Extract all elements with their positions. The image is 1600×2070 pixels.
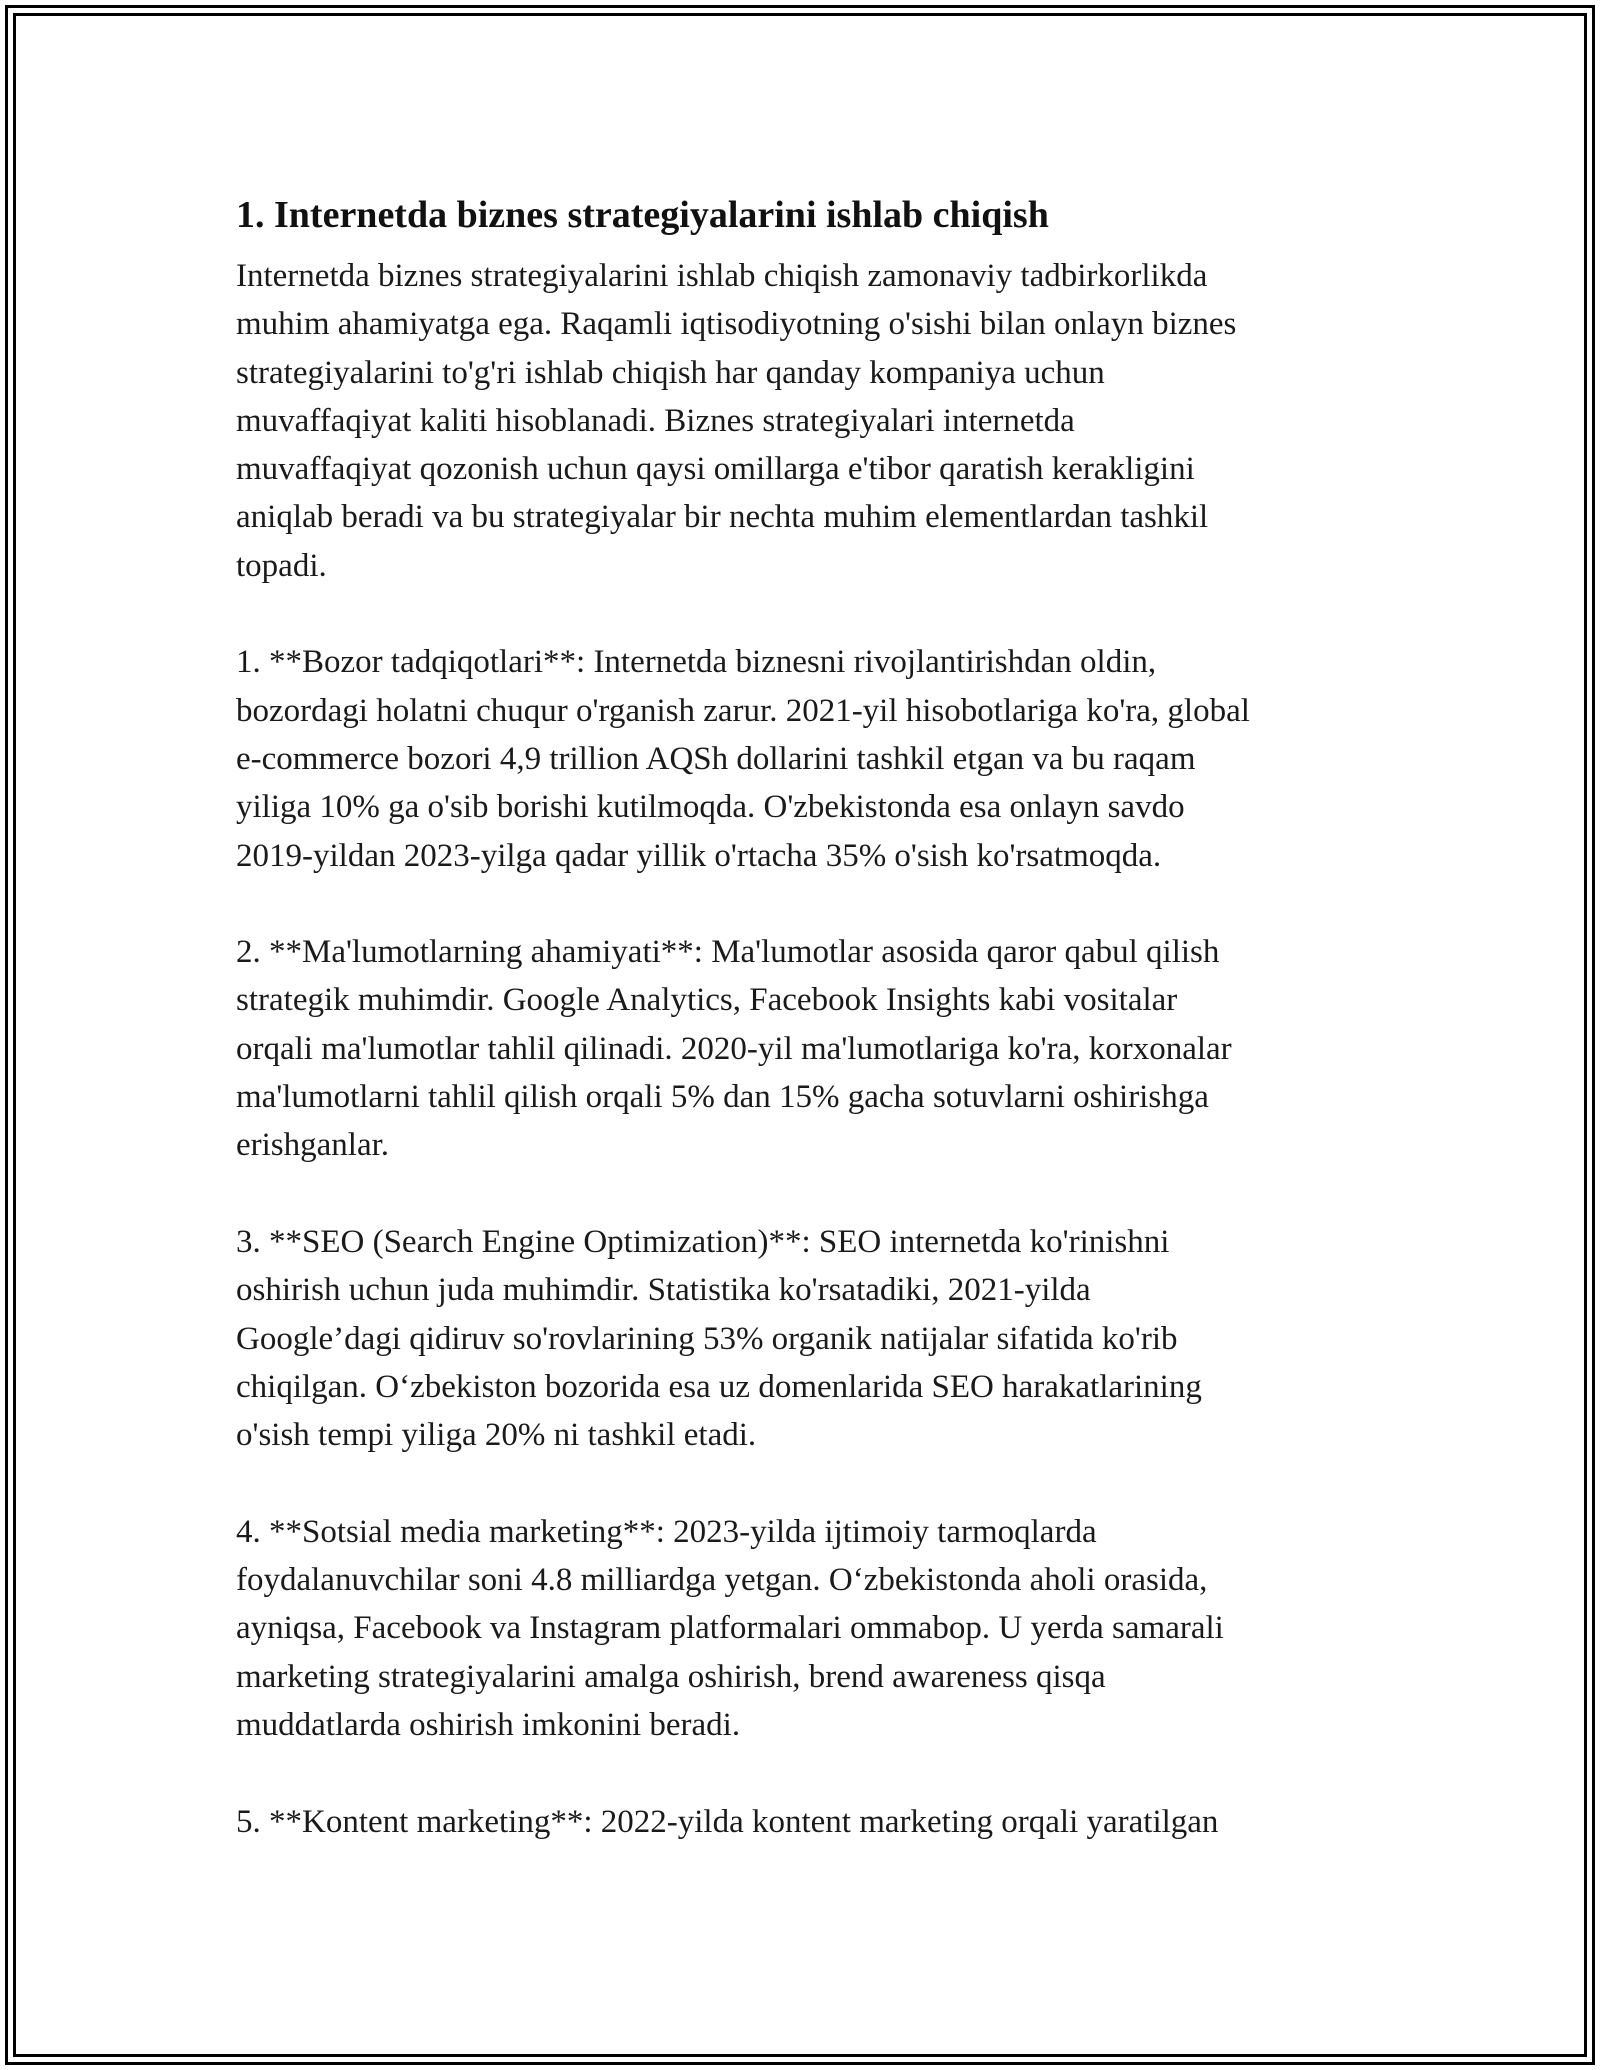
list-item-bozor-tadqiqotlari: 1. **Bozor tadqiqotlari**: Internetda biznesni rivojlantirishdan oldin, bozordagi holatni chuqur o'rganish zarur. 2021-yil hisobotlariga ko'ra, global e-commerce bozori 4,9 trillion AQSh dollarini tashkil etgan va bu raqam yiliga 10% ga o'sib borishi kutilmoqda. O'zbekistonda esa onlayn savdo 2019-yildan 2023-yilga qadar yillik o'rtacha 35% o'sish ko'rsatmoqda. [236, 644, 1250, 874]
list-item-malumotlarning-ahamiyati: 2. **Ma'lumotlarning ahamiyati**: Ma'lumotlar asosida qaror qabul qilish strategik muhimdir. Google Analytics, Facebook Insights kabi vositalar orqali ma'lumotlar tahlil qilinadi. 2020-yil ma'lumotlariga ko'ra, korxonalar ma'lumotlarni tahlil qilish orqali 5% dan 15% gacha sotuvlarni oshirishga erishganlar. [236, 934, 1232, 1164]
list-item-sotsial-media-marketing: 4. **Sotsial media marketing**: 2023-yilda ijtimoiy tarmoqlarda foydalanuvchilar soni 4.8 milliardga yetgan. O‘zbekistonda aholi orasida, ayniqsa, Facebook va Instagram platformalari ommabop. U yerda samarali marketing strategiyalarini amalga oshirish, brend awareness qisqa muddatlarda oshirish imkonini beradi. [236, 1513, 1224, 1743]
document-body [236, 186, 1376, 1846]
list-item-kontent-marketing: 5. **Kontent marketing**: 2022-yilda kontent marketing orqali yaratilgan [236, 1803, 1219, 1840]
list-item-seo: 3. **SEO (Search Engine Optimization)**: SEO internetda ko'rinishni oshirish uchun juda muhimdir. Statistika ko'rsatadiki, 2021-yilda Google’dagi qidiruv so'rovlarining 53% organik natijalar sifatida ko'rib chiqilgan. O‘zbekiston bozorida esa uz domenlarida SEO harakatlarining o'sish tempi yiliga 20% ni tashkil etadi. [236, 1223, 1202, 1454]
section-heading: 1. Internetda biznes strategiyalarini ishlab chiqish [236, 194, 1049, 236]
intro-paragraph: Internetda biznes strategiyalarini ishlab chiqish zamonaviy tadbirkorlikda muhim ahamiyatga ega. Raqamli iqtisodiyotning o'sishi bilan onlayn biznes strategiyalarini to'g'ri ishlab chiqish har qanday kompaniya uchun muvaffaqiyat kaliti hisoblanadi. Biznes strategiyalari internetda muvaffaqiyat qozonish uchun qaysi omillarga e'tibor qaratish kerakligini aniqlab beradi va bu strategiyalar bir nechta muhim elementlardan tashkil topadi. [236, 258, 1237, 584]
